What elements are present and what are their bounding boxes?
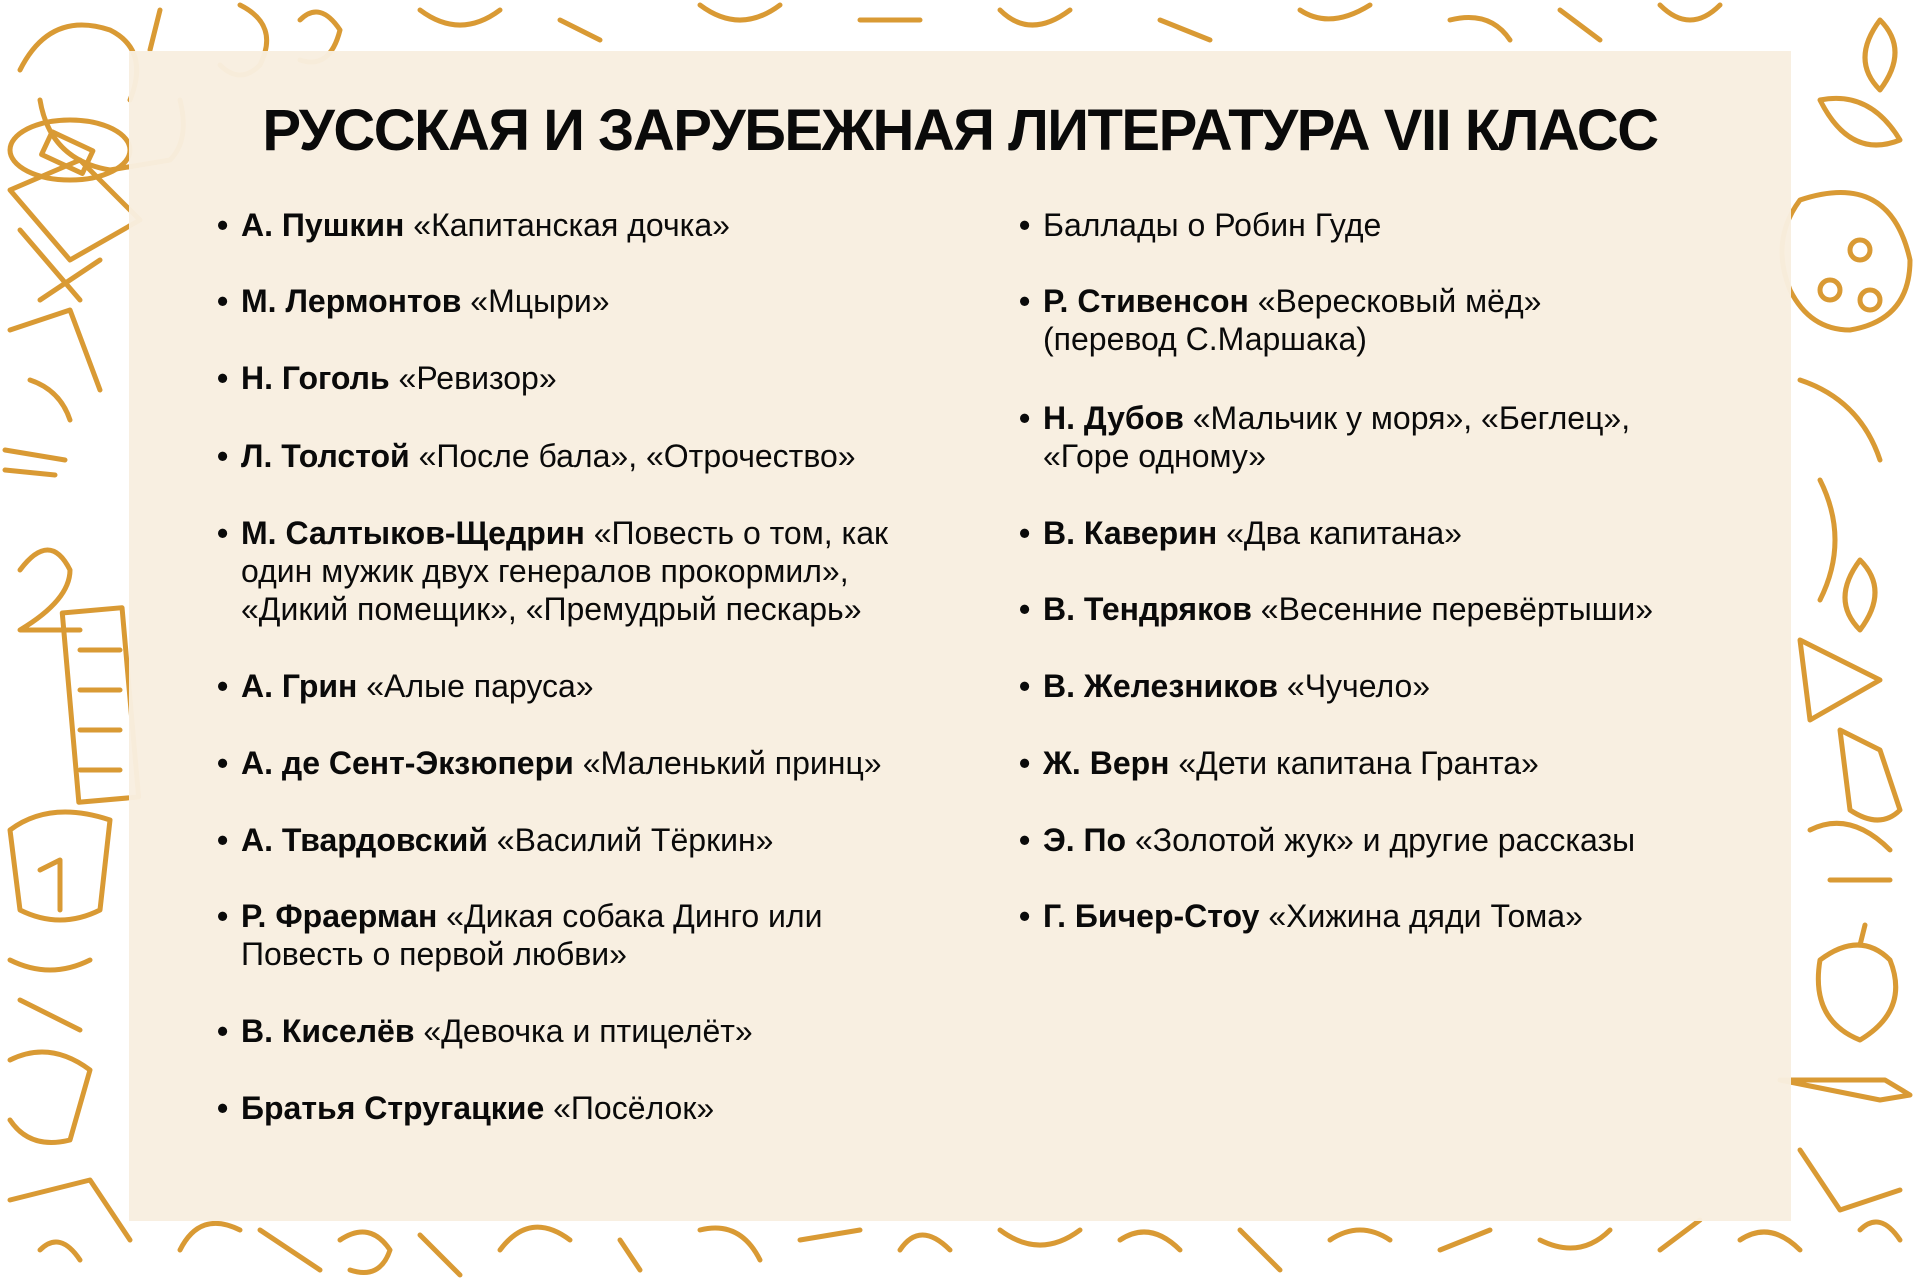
author-name: Н. Гоголь — [241, 360, 390, 396]
author-name: В. Киселёв — [241, 1013, 415, 1049]
work-title: «Чучело» — [1286, 668, 1431, 704]
bullet-icon: • — [217, 438, 229, 474]
item-line — [241, 514, 888, 552]
list-item — [1019, 744, 1539, 782]
triangle-ruler-doodle — [1800, 640, 1880, 720]
author-name: Г. Бичер-Стоу — [1043, 898, 1260, 934]
list-item — [217, 897, 823, 973]
author-name: В. Каверин — [1043, 515, 1218, 551]
bullet-icon: • — [217, 898, 229, 934]
work-title: «Вересковый мёд» — [1257, 283, 1542, 319]
author-name: Н. Дубов — [1043, 400, 1184, 436]
bullet-icon: • — [217, 360, 229, 396]
item-line — [241, 897, 822, 935]
list-item — [217, 744, 882, 782]
item-line — [241, 282, 610, 320]
list-item — [1019, 282, 1542, 358]
list-item — [217, 437, 856, 475]
item-line — [241, 1012, 753, 1050]
item-line — [1043, 744, 1539, 782]
bullet-icon: • — [1019, 822, 1031, 858]
author-name: М. Салтыков-Щедрин — [241, 515, 585, 551]
item-line — [1043, 514, 1462, 552]
work-title: «Дикий помещик», «Премудрый пескарь» — [241, 591, 862, 627]
work-title: «Золотой жук» и другие рассказы — [1134, 822, 1636, 858]
author-name: А. де Сент-Экзюпери — [241, 745, 574, 781]
author-name: М. Лермонтов — [241, 283, 462, 319]
item-line — [1043, 667, 1430, 705]
item-line — [241, 1089, 714, 1127]
bullet-icon: • — [217, 1013, 229, 1049]
work-title: «Капитанская дочка» — [413, 207, 730, 243]
work-title: «Дикая собака Динго или — [446, 898, 823, 934]
pencil-doodle — [1780, 1080, 1910, 1100]
work-title: «Повесть о том, как — [593, 515, 888, 551]
bullet-icon: • — [217, 515, 229, 551]
work-title: (перевод С.Маршака) — [1043, 321, 1367, 357]
bullet-icon: • — [1019, 668, 1031, 704]
item-line — [1043, 821, 1635, 859]
bullet-icon: • — [1019, 207, 1031, 243]
work-title: «Посёлок» — [553, 1090, 715, 1126]
author-name: А. Твардовский — [241, 822, 488, 858]
item-line — [241, 821, 773, 859]
work-title: «Алые паруса» — [366, 668, 594, 704]
list-item — [1019, 514, 1462, 552]
work-title: «Мцыри» — [470, 283, 610, 319]
work-title: «Весенние перевёртыши» — [1260, 591, 1654, 627]
list-item — [217, 359, 557, 397]
list-item — [1019, 897, 1583, 935]
list-item — [1019, 667, 1431, 705]
list-item — [217, 667, 594, 705]
work-title: Баллады о Робин Гуде — [1043, 207, 1382, 243]
item-line — [1043, 206, 1381, 244]
bullet-icon: • — [1019, 515, 1031, 551]
cup-doodle — [10, 812, 110, 920]
apple-doodle — [1818, 925, 1895, 1040]
author-name: Р. Стивенсон — [1043, 283, 1249, 319]
palette-doodle — [1782, 193, 1910, 331]
list-item — [217, 1089, 715, 1127]
bullet-icon: • — [1019, 283, 1031, 319]
number-two-doodle — [20, 550, 80, 630]
bullet-icon: • — [217, 207, 229, 243]
page-title: РУССКАЯ И ЗАРУБЕЖНАЯ ЛИТЕРАТУРА VII КЛАСС — [262, 98, 1658, 163]
author-name: Р. Фраерман — [241, 898, 438, 934]
list-item — [217, 206, 730, 244]
author-name: Э. По — [1043, 822, 1127, 858]
author-name: Ж. Верн — [1043, 745, 1170, 781]
list-item — [217, 1012, 753, 1050]
bullet-icon: • — [1019, 898, 1031, 934]
item-line — [241, 206, 730, 244]
work-title: «После бала», «Отрочество» — [418, 438, 856, 474]
work-title: «Мальчик у моря», «Беглец», — [1192, 400, 1631, 436]
list-item — [1019, 590, 1654, 628]
work-title: «Маленький принц» — [582, 745, 882, 781]
leaf-doodle — [1820, 20, 1900, 145]
item-line — [241, 744, 882, 782]
author-name: В. Железников — [1043, 668, 1279, 704]
item-line — [241, 437, 856, 475]
work-title: «Два капитана» — [1226, 515, 1462, 551]
work-title: один мужик двух генералов прокормил», — [241, 553, 849, 589]
list-item — [217, 514, 888, 628]
flask-doodle — [1840, 730, 1900, 820]
item-line — [1043, 282, 1541, 320]
item-line — [241, 359, 557, 397]
work-title: «Горе одному» — [1043, 438, 1267, 474]
bullet-icon: • — [217, 668, 229, 704]
author-name: Л. Толстой — [241, 438, 410, 474]
work-title: Повесть о первой любви» — [241, 936, 627, 972]
item-line — [241, 552, 888, 590]
work-title: «Дети капитана Гранта» — [1178, 745, 1539, 781]
author-name: В. Тендряков — [1043, 591, 1252, 627]
work-title: «Девочка и птицелёт» — [423, 1013, 753, 1049]
item-line — [1043, 590, 1653, 628]
item-line — [1043, 437, 1630, 475]
list-item — [1019, 821, 1636, 859]
bullet-icon: • — [1019, 745, 1031, 781]
work-title: «Ревизор» — [398, 360, 557, 396]
bullet-icon: • — [1019, 591, 1031, 627]
item-line — [1043, 320, 1541, 358]
item-line — [1043, 897, 1583, 935]
list-item — [217, 282, 610, 320]
bullet-icon: • — [217, 822, 229, 858]
item-line — [241, 590, 888, 628]
item-line — [241, 667, 594, 705]
work-title: «Хижина дяди Тома» — [1268, 898, 1583, 934]
work-title: «Василий Тёркин» — [496, 822, 774, 858]
bullet-icon: • — [217, 1090, 229, 1126]
bullet-icon: • — [217, 745, 229, 781]
list-item — [1019, 206, 1382, 244]
author-name: А. Пушкин — [241, 207, 405, 243]
bullet-icon: • — [1019, 400, 1031, 436]
item-line — [1043, 399, 1630, 437]
list-item — [1019, 399, 1631, 475]
author-name: Братья Стругацкие — [241, 1090, 545, 1126]
item-line — [241, 935, 822, 973]
list-item — [217, 821, 774, 859]
bullet-icon: • — [217, 283, 229, 319]
author-name: А. Грин — [241, 668, 358, 704]
